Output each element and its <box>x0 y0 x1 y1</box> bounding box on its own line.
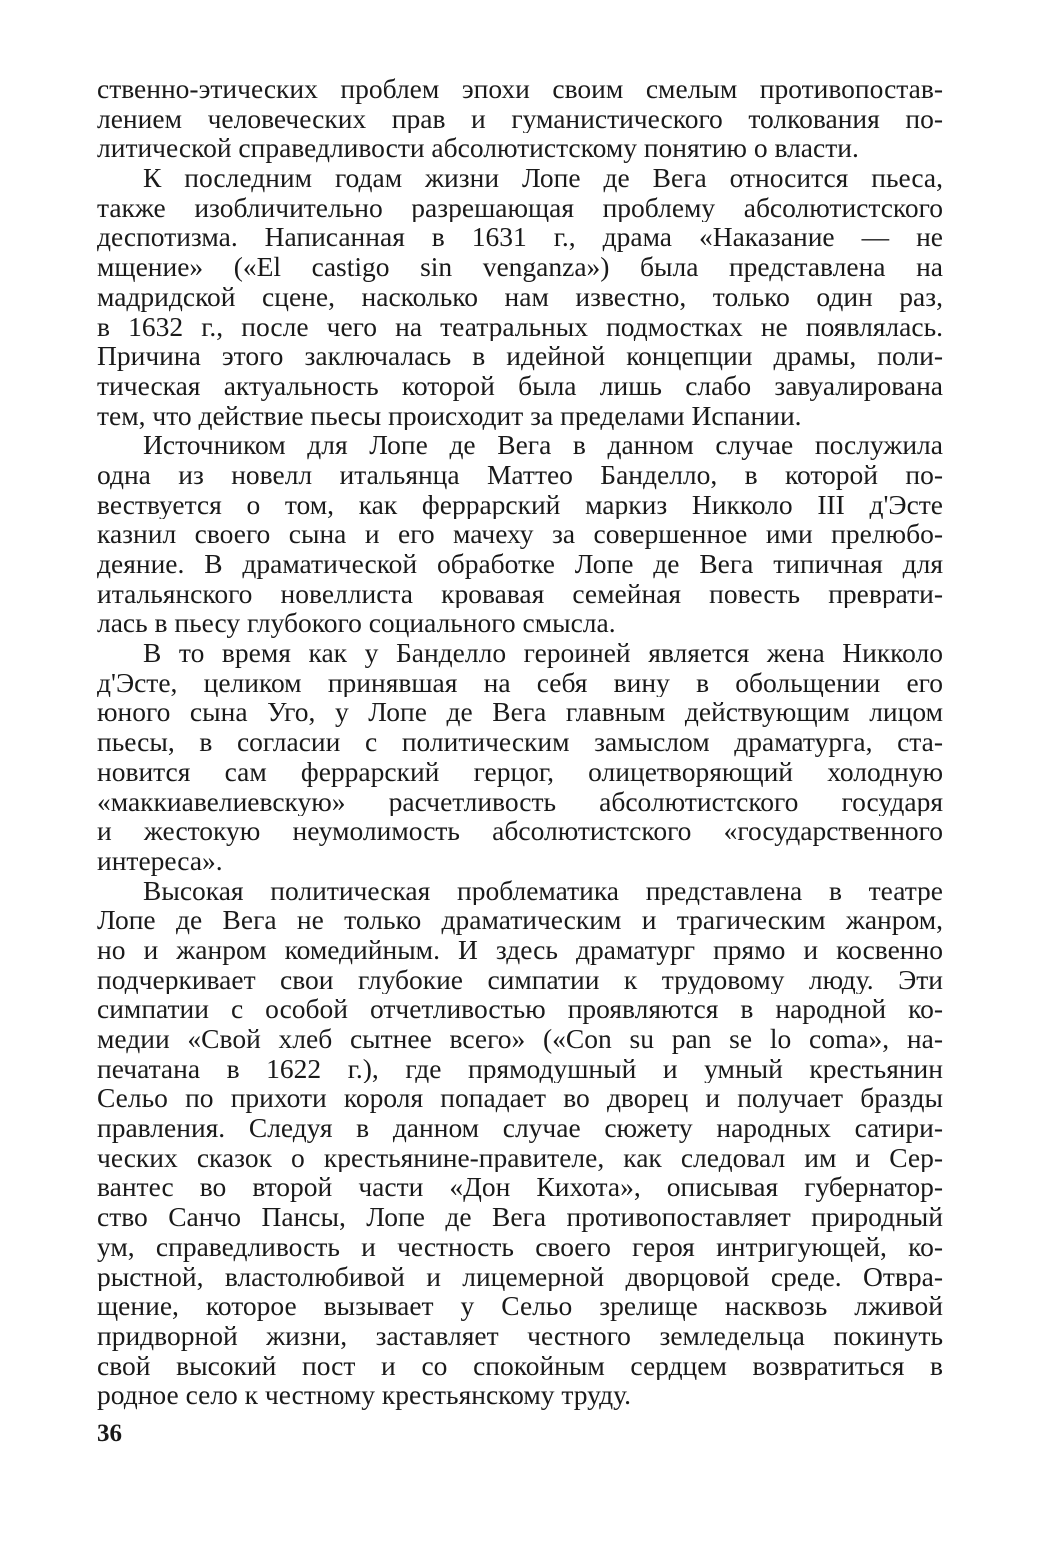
text-line: пьесы, в согласии с политическим замыслом драматурга, ста- <box>97 727 943 757</box>
text-line: родное село к честному крестьянскому труду. <box>97 1380 632 1410</box>
text-line: придворной жизни, заставляет честного земледельца покинуть <box>97 1320 943 1351</box>
text-line: ческих сказок о крестьянине-правителе, как следовал им и Сер- <box>97 1142 943 1173</box>
paragraph-4 <box>97 638 943 876</box>
text-line: мщение» («El castigo sin venganza») была представлена на <box>97 252 943 282</box>
text-line: ственно-этических проблем эпохи своим смелым противопостав- <box>97 74 943 104</box>
paragraph-5 <box>97 876 943 1410</box>
text-line: тем, что действие пьесы происходит за пределами Испании. <box>97 400 802 431</box>
text-line: вантес во второй части «Дон Кихота», описывая губернатор- <box>97 1172 943 1203</box>
text-line: щение, которое вызывает у Сельо зрелище насквозь лживой <box>97 1291 943 1321</box>
text-line: новится сам феррарский герцог, олицетворяющий холодную <box>97 756 943 787</box>
text-line: ство Санчо Пансы, Лопе де Вега противопоставляет природный <box>97 1202 943 1232</box>
text-line: деспотизма. Написанная в 1631 г., драма «Наказание — не <box>97 222 943 253</box>
text-line: в 1632 г., после чего на театральных подмостках не появлялась. <box>97 311 943 342</box>
text-line: лась в пьесу глубокого социального смысла. <box>97 608 616 639</box>
paragraph-2 <box>97 163 943 430</box>
text-line: Источником для Лопе де Вега в данном случае послужила <box>143 430 943 460</box>
text-line: К последним годам жизни Лопе де Вега относится пьеса, <box>143 163 943 193</box>
text-line: симпатии с особой отчетливостью проявляются в народной ко- <box>97 994 943 1024</box>
text-line: В то время как у Банделло героиней является жена Никколо <box>143 638 943 668</box>
text-line: юного сына Уго, у Лопе де Вега главным действующим лицом <box>97 697 943 728</box>
text-line: литической справедливости абсолютистскому понятию о власти. <box>97 133 859 164</box>
text-line: также изобличительно разрешающая проблему абсолютистского <box>97 192 943 223</box>
text-line: печатана в 1622 г.), где прямодушный и умный крестьянин <box>97 1053 943 1084</box>
text-line: тическая актуальность которой была лишь слабо завуалирована <box>97 370 943 401</box>
text-line: вествуется о том, как феррарский маркиз Никколо III д'Эсте <box>97 489 943 520</box>
text-line: «маккиавелиевскую» расчетливость абсолютистского государя <box>97 786 943 817</box>
text-line: интереса». <box>97 845 223 876</box>
text-line: но и жанром комедийным. И здесь драматург прямо и косвенно <box>97 934 943 965</box>
paragraph-1 <box>97 74 943 163</box>
text-line: Лопе де Вега не только драматическим и трагическим жанром, <box>97 905 943 935</box>
text-line: лением человеческих прав и гуманистического толкования по- <box>97 103 943 134</box>
paragraph-3 <box>97 430 943 638</box>
text-line: подчеркивает свои глубокие симпатии к трудовому люду. Эти <box>97 964 943 995</box>
text-line: казнил своего сына и его мачеху за совершенное ими прелюбо- <box>97 519 943 549</box>
text-line: и жестокую неумолимость абсолютистского «государственного <box>97 816 943 846</box>
text-line: медии «Свой хлеб сытнее всего» («Con su pan se lo coma», на- <box>97 1024 943 1054</box>
page-body <box>97 74 943 1410</box>
page-number: 36 <box>97 1420 122 1447</box>
text-line: Высокая политическая проблематика представлена в театре <box>143 875 943 906</box>
text-line: ум, справедливость и честность своего героя интригующей, ко- <box>97 1231 943 1262</box>
text-line: рыстной, властолюбивой и лицемерной дворцовой среде. Отвра- <box>97 1261 943 1292</box>
text-line: Причина этого заключалась в идейной концепции драмы, поли- <box>97 341 943 371</box>
text-line: правления. Следуя в данном случае сюжету народных сатири- <box>97 1113 943 1143</box>
text-line: деяние. В драматической обработке Лопе де Вега типичная для <box>97 549 943 579</box>
text-line: свой высокий пост и со спокойным сердцем возвратиться в <box>97 1350 943 1381</box>
text-line: итальянского новеллиста кровавая семейная повесть преврати- <box>97 578 943 609</box>
text-line: д'Эсте, целиком принявшая на себя вину в обольщении его <box>97 667 943 698</box>
text-line: одна из новелл итальянца Маттео Банделло, в которой по- <box>97 459 943 490</box>
text-line: мадридской сцене, насколько нам известно, только один раз, <box>97 281 943 312</box>
text-line: Сельо по прихоти короля попадает во дворец и получает бразды <box>97 1083 943 1114</box>
